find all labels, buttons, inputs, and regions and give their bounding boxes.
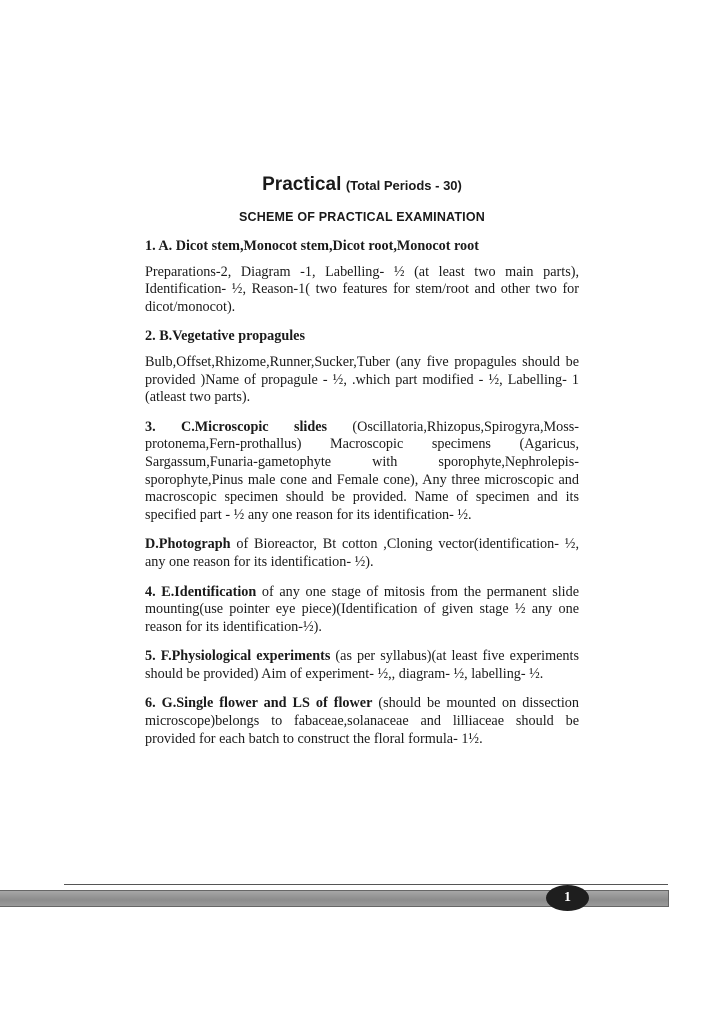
section-4-text: of Bioreactor, Bt cotton ,Cloning vector(identification- ½, any one reason for its identification- ½). (145, 536, 579, 570)
section-4-paragraph (145, 536, 579, 571)
scheme-heading: SCHEME OF PRACTICAL EXAMINATION (238, 210, 486, 224)
section-6-paragraph (145, 648, 579, 683)
section-7-heading: 6. G.Single flower and LS of flower (145, 695, 373, 712)
footer-divider (64, 884, 668, 885)
section-1-heading: 1. A. Dicot stem,Monocot stem,Dicot root,Monocot root (145, 238, 479, 254)
title-subtitle: (Total Periods - 30) (345, 178, 462, 193)
section-5-text: of any one stage of mitosis from the permanent slide mounting(use pointer eye piece)(Identification of given stage ½ any one reason for its identification-½). (145, 583, 579, 635)
section-3-paragraph (145, 419, 579, 525)
section-6-text: (as per syllabus)(at least five experiments should be provided) Aim of experiment- ½,, diagram- ½, labelling- ½. (145, 648, 579, 682)
section-6-heading: 5. F.Physiological experiments (145, 648, 331, 665)
document-body (145, 238, 579, 760)
section-3-heading: 3. C.Microscopic slides (145, 418, 328, 435)
section-4-heading: D.Photograph (145, 536, 231, 553)
section-5-paragraph (145, 584, 579, 637)
title-main: Practical (262, 174, 342, 195)
section-1-text: Preparations-2, Diagram -1, Labelling- ½ (at least two main parts), Identification- ½, Reason-1( two features for stem/root and other two for dicot/monocot). (145, 263, 579, 315)
section-7-text: (should be mounted on dissection microscope)belongs to fabaceae,solanaceae and lilliaceae should be provided for each batch to construct the floral formula- 1½. (145, 695, 579, 747)
section-2-text: Bulb,Offset,Rhizome,Runner,Sucker,Tuber (any five propagules should be provided )Name of propagule - ½, .which part modified - ½, Labelling- 1 (atleast two parts). (145, 353, 579, 406)
page-title (0, 174, 724, 196)
section-3-text: (Oscillatoria,Rhizopus,Spirogyra,Moss-protonema,Fern-prothallus) Macroscopic specimens (Agaricus, Sargassum,Funaria-gametophyte with sporophyte,Nephrolepis-sporophyte,Pinus male cone and Female cone), Any three microscopic and macroscopic specimen should be provided. Name of specimen and its specified part - ½ any one reason for its identification- ½. (145, 418, 579, 523)
section-5-heading: 4. E.Identification (145, 583, 257, 600)
section-7-paragraph (145, 695, 579, 748)
section-2-heading: 2. B.Vegetative propagules (145, 328, 306, 345)
page-number: 1 (546, 885, 589, 911)
